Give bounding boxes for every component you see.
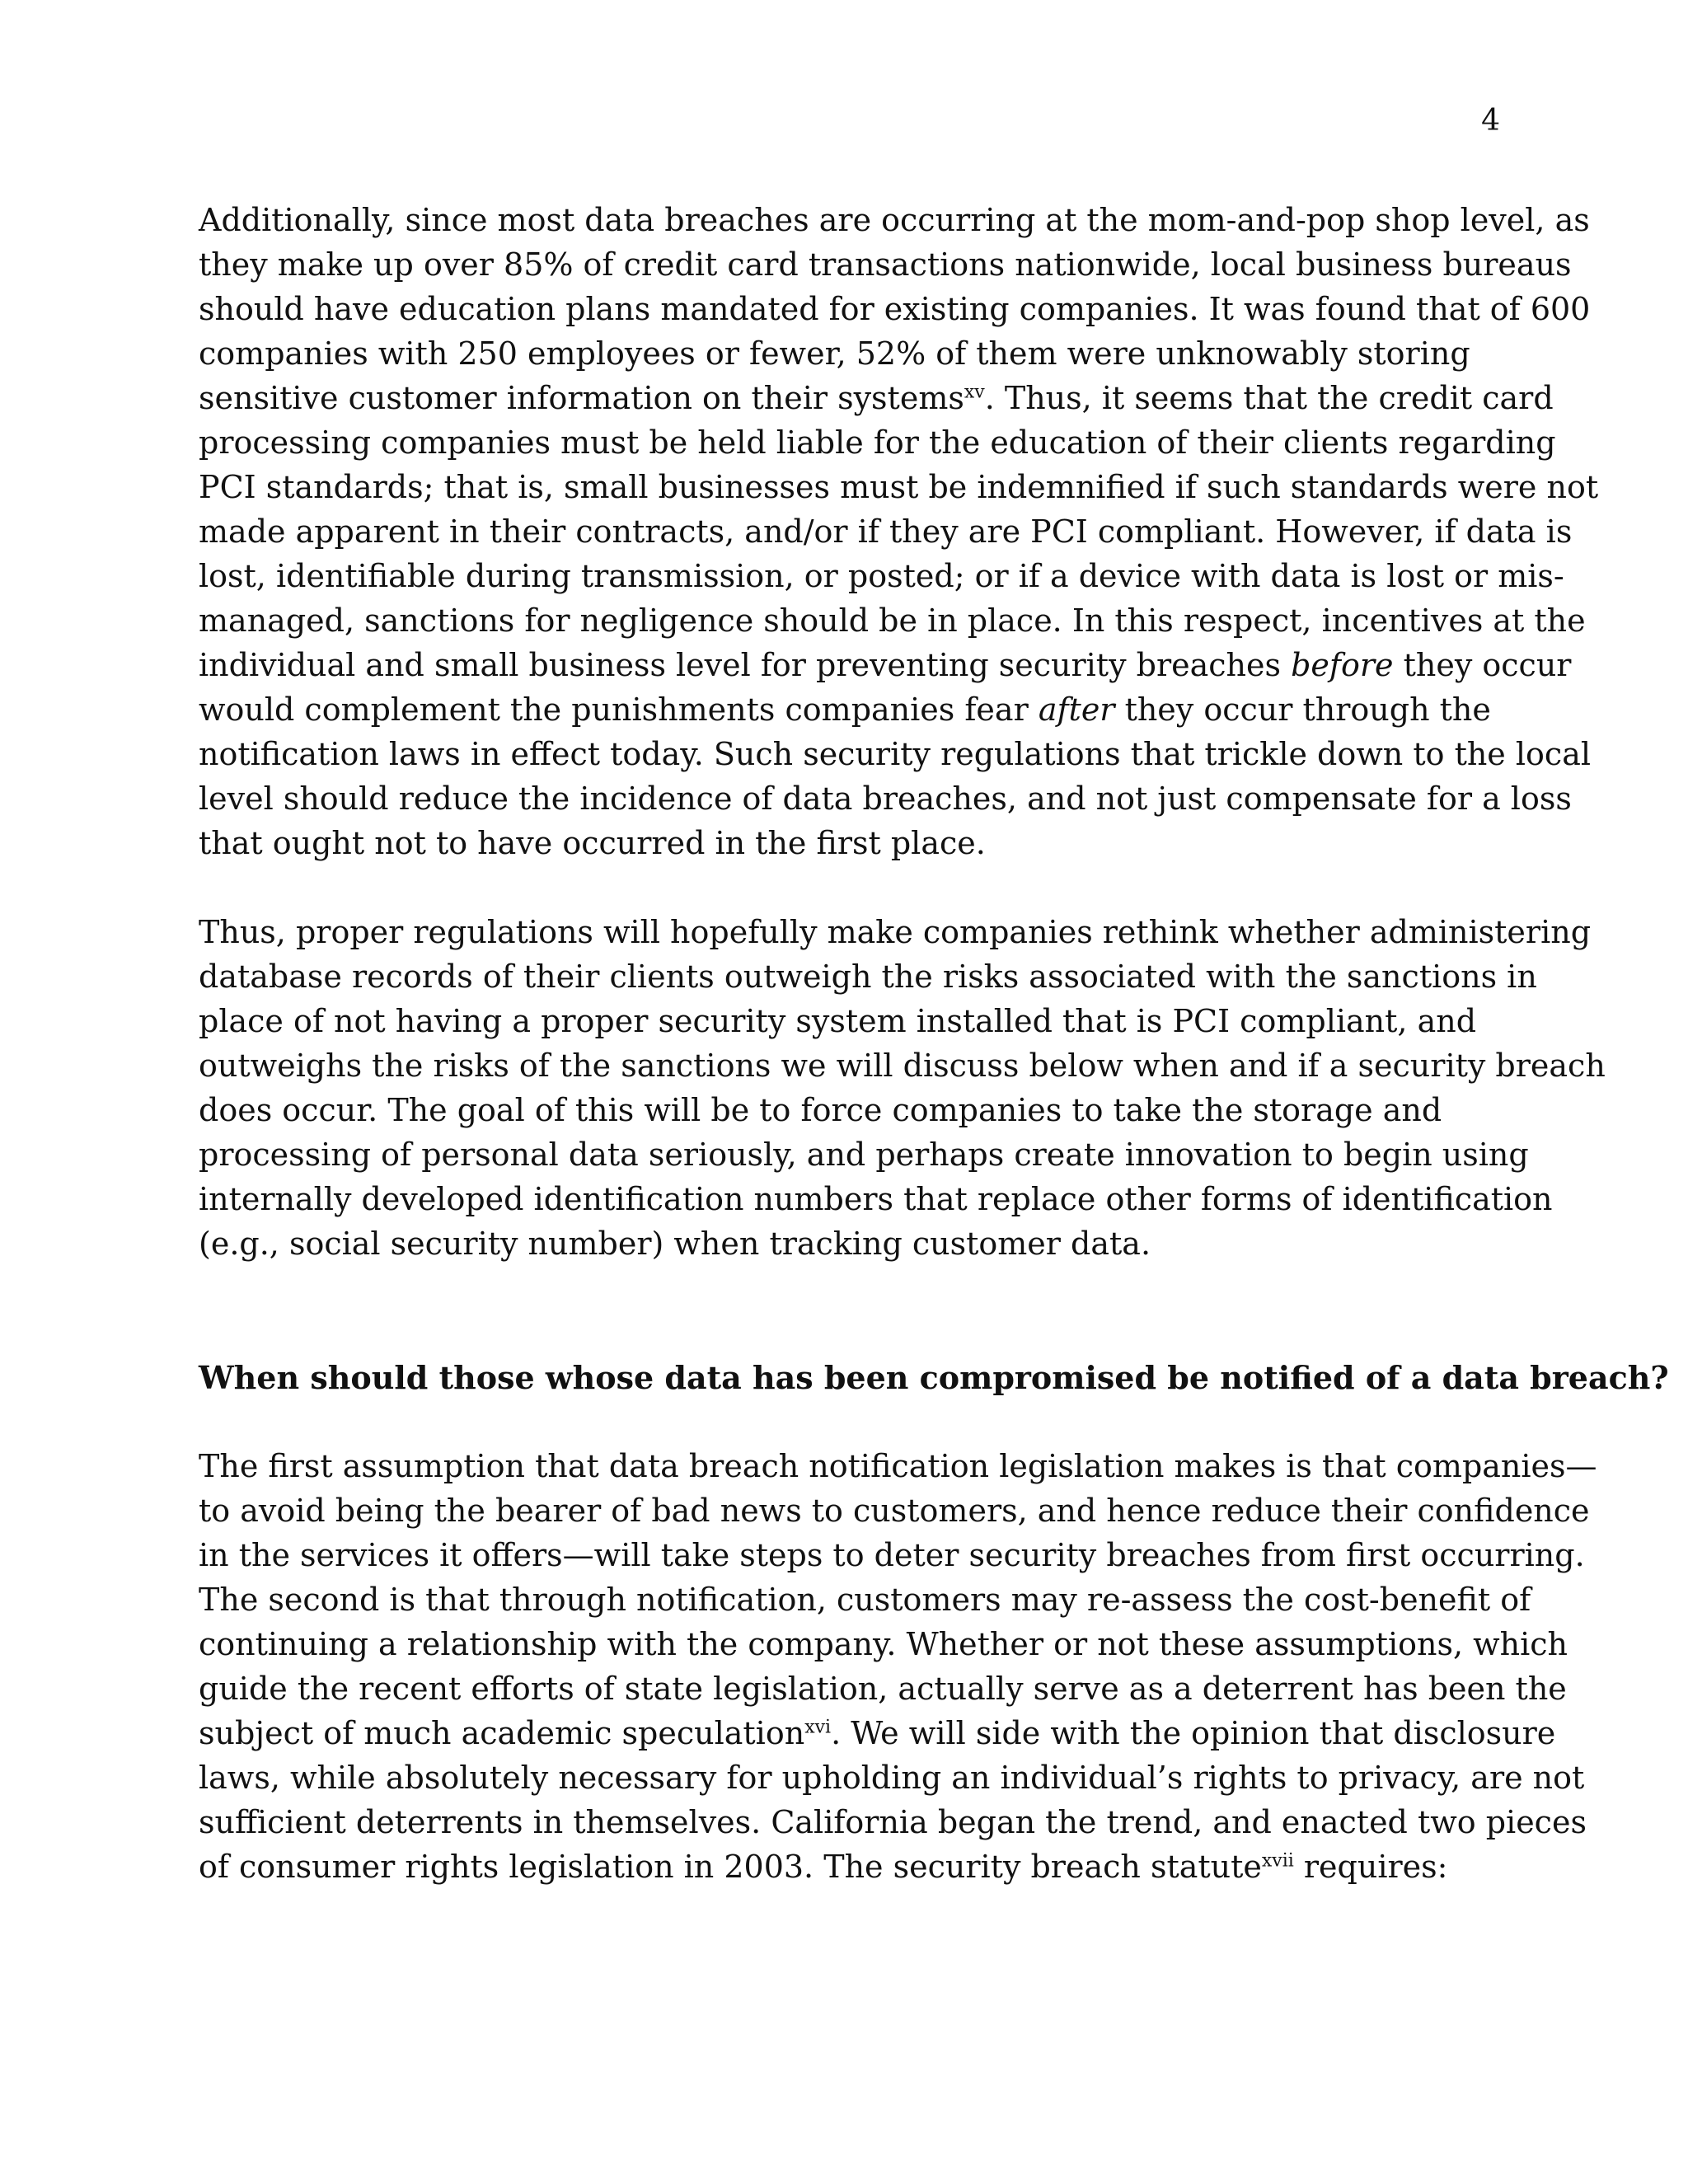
text-line: lost, identifiable during transmission, or posted; or if a device with data is lost or mis- [199, 558, 1564, 594]
text-line: laws, while absolutely necessary for upholding an individual’s rights to privacy, are not [199, 1760, 1585, 1796]
text-line [199, 687, 1517, 732]
text-line: place of not having a proper security system installed that is PCI compliant, and [199, 1003, 1477, 1039]
text-line: to avoid being the bearer of bad news to customers, and hence reduce their confidence [199, 1493, 1590, 1529]
text-line: (e.g., social security number) when tracking customer data. [199, 1226, 1151, 1262]
text-segment: of consumer rights legislation in 2003. The security breach statute [199, 1849, 1262, 1885]
text-line [199, 376, 1554, 420]
text-segment: they occur [1393, 647, 1572, 683]
text-line: database records of their clients outweigh the risks associated with the sanctions in [199, 958, 1537, 995]
text-line: managed, sanctions for negligence should be in place. In this respect, incentives at the [199, 602, 1586, 639]
text-line: in the services it offers—will take steps to deter security breaches from first occurring. [199, 1537, 1585, 1573]
text-line [199, 1711, 1556, 1755]
text-line: outweighs the risks of the sanctions we will discuss below when and if a security breach [199, 1047, 1606, 1084]
text-line: internally developed identification numbers that replace other forms of identification [199, 1181, 1553, 1217]
text-line: notification laws in effect today. Such security regulations that trickle down to the local [199, 736, 1591, 772]
text-line: Thus, proper regulations will hopefully make companies rethink whether administering [199, 914, 1592, 950]
section-heading: When should those whose data has been compromised be notified of a data breach? [199, 1359, 1669, 1396]
footnote-ref-xvi: xvi [804, 1717, 832, 1738]
paragraph-proper-regulations [199, 910, 1606, 1266]
text-line: PCI standards; that is, small businesses must be indemnified if such standards were not [199, 469, 1599, 505]
text-segment: they occur through the [1114, 691, 1491, 728]
text-segment: . Thus, it seems that the credit card [984, 380, 1554, 416]
text-line: does occur. The goal of this will be to force companies to take the storage and [199, 1092, 1442, 1128]
text-line: level should reduce the incidence of data breaches, and not just compensate for a loss [199, 780, 1572, 817]
text-line: sufficient deterrents in themselves. California began the trend, and enacted two pieces [199, 1804, 1587, 1840]
text-line: The first assumption that data breach notification legislation makes is that companies— [199, 1448, 1597, 1484]
emphasis-after: after [1038, 691, 1115, 728]
emphasis-before: before [1291, 647, 1394, 683]
text-line: The second is that through notification, customers may re-assess the cost-benefit of [199, 1582, 1531, 1618]
paragraph-small-business-education [199, 198, 1599, 865]
text-line: processing companies must be held liable for the education of their clients regarding [199, 424, 1556, 461]
text-segment: requires: [1293, 1849, 1448, 1885]
text-line: companies with 250 employees or fewer, 52% of them were unknowably storing [199, 335, 1470, 372]
text-segment: sensitive customer information on their systems [199, 380, 964, 416]
page-number: 4 [1481, 104, 1500, 138]
text-line [199, 643, 1572, 687]
footnote-ref-xv: xv [964, 382, 985, 403]
text-segment: . We will side with the opinion that disclosure [831, 1715, 1556, 1751]
text-line: continuing a relationship with the company. Whether or not these assumptions, which [199, 1626, 1568, 1662]
text-line: processing of personal data seriously, and perhaps create innovation to begin using [199, 1137, 1529, 1173]
text-segment: would complement the punishments companies fear [199, 691, 1039, 728]
text-line: should have education plans mandated for existing companies. It was found that of 600 [199, 291, 1591, 327]
text-segment: subject of much academic speculation [199, 1715, 805, 1751]
text-line: Additionally, since most data breaches are occurring at the mom-and-pop shop level, as [199, 202, 1590, 238]
footnote-ref-xvii: xvii [1261, 1850, 1294, 1872]
text-line: made apparent in their contracts, and/or if they are PCI compliant. However, if data is [199, 513, 1573, 550]
text-line [199, 1844, 1517, 1889]
text-line: that ought not to have occurred in the first place. [199, 825, 986, 861]
paragraph-notification-assumptions [199, 1444, 1597, 1889]
text-segment: individual and small business level for preventing security breaches [199, 647, 1292, 683]
text-line: guide the recent efforts of state legislation, actually serve as a deterrent has been the [199, 1671, 1567, 1707]
text-line: they make up over 85% of credit card transactions nationwide, local business bureaus [199, 246, 1572, 283]
